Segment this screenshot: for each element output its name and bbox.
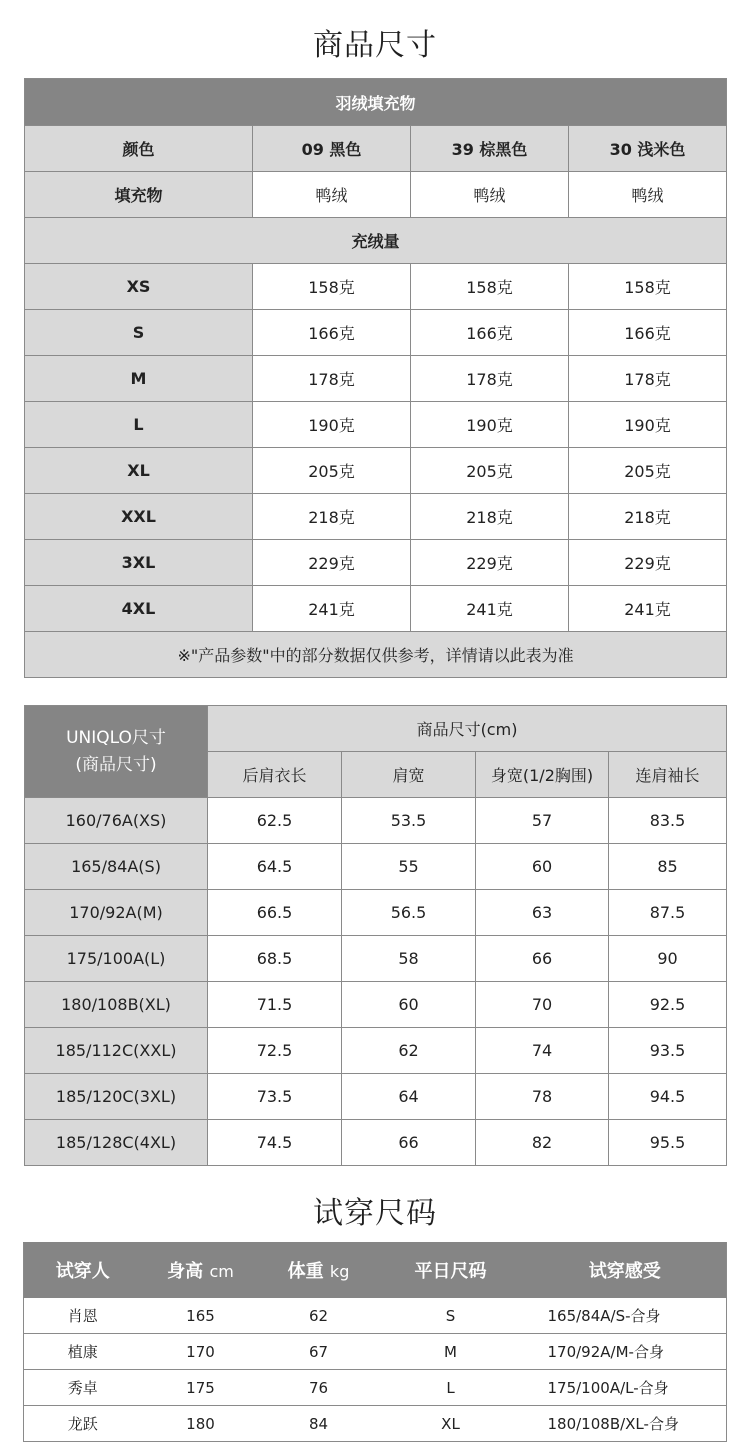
size-label: 185/112C(XXL) xyxy=(25,1028,208,1074)
measurement-cell: 72.5 xyxy=(208,1028,342,1074)
fill-cell: 鸭绒 xyxy=(253,172,411,218)
fill-cell: 鸭绒 xyxy=(411,172,569,218)
measurement-cell: 64.5 xyxy=(208,844,342,890)
fill-amount-cell: 205克 xyxy=(411,448,569,494)
tryon-header-person: 试穿人 xyxy=(24,1243,142,1298)
table-row xyxy=(25,1120,727,1166)
table-row xyxy=(24,1406,727,1442)
measurement-cell: 62 xyxy=(342,1028,476,1074)
tryon-name: 植康 xyxy=(24,1334,142,1370)
measurement-cell: 66 xyxy=(342,1120,476,1166)
column-header: 后肩衣长 xyxy=(208,752,342,798)
uniqlo-size-header-line2: (商品尺寸) xyxy=(75,754,157,775)
fill-amount-cell: 158克 xyxy=(411,264,569,310)
tryon-feel: 180/108B/XL-合身 xyxy=(524,1406,727,1442)
table-row xyxy=(25,1074,727,1120)
measurement-cell: 53.5 xyxy=(342,798,476,844)
color-cell: 09 黑色 xyxy=(253,126,411,172)
size-label: 160/76A(XS) xyxy=(25,798,208,844)
down-fill-table xyxy=(24,78,727,678)
tryon-feel: 175/100A/L-合身 xyxy=(524,1370,727,1406)
table-row xyxy=(25,936,727,982)
tryon-name: 龙跃 xyxy=(24,1406,142,1442)
fill-amount-cell: 158克 xyxy=(253,264,411,310)
fill-amount-cell: 218克 xyxy=(569,494,727,540)
measurement-cell: 58 xyxy=(342,936,476,982)
measurement-cell: 95.5 xyxy=(609,1120,727,1166)
fill-label: 填充物 xyxy=(25,172,253,218)
table-row xyxy=(25,586,727,632)
tryon-header-weight xyxy=(260,1243,378,1298)
fill-amount-header: 充绒量 xyxy=(25,218,727,264)
size-label: 175/100A(L) xyxy=(25,936,208,982)
height-label: 身高 xyxy=(167,1261,204,1282)
fill-amount-cell: 190克 xyxy=(411,402,569,448)
tryon-header-size: 平日尺码 xyxy=(378,1243,524,1298)
fill-amount-cell: 205克 xyxy=(253,448,411,494)
size-label: 185/120C(3XL) xyxy=(25,1074,208,1120)
fill-amount-cell: 241克 xyxy=(253,586,411,632)
measurement-cell: 74 xyxy=(476,1028,609,1074)
measurement-group-header: 商品尺寸(cm) xyxy=(208,706,727,752)
size-measurement-table xyxy=(24,705,727,1166)
fill-amount-cell: 241克 xyxy=(569,586,727,632)
table-row xyxy=(24,1298,727,1334)
tryon-size: M xyxy=(378,1334,524,1370)
column-header: 肩宽 xyxy=(342,752,476,798)
measurement-cell: 55 xyxy=(342,844,476,890)
size-label: M xyxy=(25,356,253,402)
measurement-cell: 66 xyxy=(476,936,609,982)
fill-amount-cell: 218克 xyxy=(411,494,569,540)
size-label: XL xyxy=(25,448,253,494)
table-row xyxy=(24,1370,727,1406)
fill-amount-cell: 229克 xyxy=(569,540,727,586)
column-header: 连肩袖长 xyxy=(609,752,727,798)
tryon-height: 170 xyxy=(142,1334,260,1370)
size-label: S xyxy=(25,310,253,356)
height-unit: cm xyxy=(209,1262,234,1281)
uniqlo-size-header xyxy=(25,706,208,798)
fill-amount-cell: 241克 xyxy=(411,586,569,632)
color-label: 颜色 xyxy=(25,126,253,172)
fill-amount-cell: 166克 xyxy=(253,310,411,356)
tryon-height: 165 xyxy=(142,1298,260,1334)
table-row xyxy=(25,264,727,310)
fill-amount-cell: 218克 xyxy=(253,494,411,540)
size-label: 180/108B(XL) xyxy=(25,982,208,1028)
weight-label: 体重 xyxy=(287,1261,324,1282)
fill-amount-cell: 229克 xyxy=(253,540,411,586)
size-label: 170/92A(M) xyxy=(25,890,208,936)
fill-amount-cell: 190克 xyxy=(569,402,727,448)
measurement-cell: 83.5 xyxy=(609,798,727,844)
measurement-cell: 57 xyxy=(476,798,609,844)
size-label: XXL xyxy=(25,494,253,540)
measurement-cell: 94.5 xyxy=(609,1074,727,1120)
tryon-header-feel: 试穿感受 xyxy=(524,1243,727,1298)
tryon-weight: 76 xyxy=(260,1370,378,1406)
measurement-cell: 68.5 xyxy=(208,936,342,982)
table-row xyxy=(24,1334,727,1370)
uniqlo-size-header-line1: UNIQLO尺寸 xyxy=(66,727,166,748)
table-row xyxy=(25,402,727,448)
tryon-feel: 170/92A/M-合身 xyxy=(524,1334,727,1370)
tryon-size: L xyxy=(378,1370,524,1406)
measurement-cell: 64 xyxy=(342,1074,476,1120)
tryon-weight: 84 xyxy=(260,1406,378,1442)
fill-amount-cell: 178克 xyxy=(569,356,727,402)
tryon-table xyxy=(23,1242,727,1442)
tryon-height: 175 xyxy=(142,1370,260,1406)
size-label: 185/128C(4XL) xyxy=(25,1120,208,1166)
fill-amount-cell: 229克 xyxy=(411,540,569,586)
size-label: XS xyxy=(25,264,253,310)
measurement-cell: 56.5 xyxy=(342,890,476,936)
measurement-cell: 63 xyxy=(476,890,609,936)
fill-cell: 鸭绒 xyxy=(569,172,727,218)
down-fill-header: 羽绒填充物 xyxy=(25,79,727,126)
table-row xyxy=(25,356,727,402)
tryon-height: 180 xyxy=(142,1406,260,1442)
measurement-cell: 60 xyxy=(476,844,609,890)
tryon-size: XL xyxy=(378,1406,524,1442)
measurement-cell: 60 xyxy=(342,982,476,1028)
color-cell: 39 棕黑色 xyxy=(411,126,569,172)
measurement-cell: 87.5 xyxy=(609,890,727,936)
fill-amount-cell: 190克 xyxy=(253,402,411,448)
tryon-feel: 165/84A/S-合身 xyxy=(524,1298,727,1334)
tryon-weight: 67 xyxy=(260,1334,378,1370)
weight-unit: kg xyxy=(329,1262,350,1281)
measurement-cell: 82 xyxy=(476,1120,609,1166)
size-label: 165/84A(S) xyxy=(25,844,208,890)
table-row xyxy=(25,1028,727,1074)
measurement-cell: 93.5 xyxy=(609,1028,727,1074)
tryon-name: 肖恩 xyxy=(24,1298,142,1334)
disclaimer-note: ※"产品参数"中的部分数据仅供参考，详情请以此表为准 xyxy=(25,632,727,678)
table-row xyxy=(25,982,727,1028)
size-label: L xyxy=(25,402,253,448)
page-title: 商品尺寸 xyxy=(313,28,437,63)
table-row xyxy=(25,798,727,844)
fill-amount-cell: 166克 xyxy=(569,310,727,356)
table-row xyxy=(25,890,727,936)
tryon-size: S xyxy=(378,1298,524,1334)
table-row xyxy=(25,844,727,890)
table-row xyxy=(25,494,727,540)
fill-amount-cell: 158克 xyxy=(569,264,727,310)
table-row xyxy=(25,310,727,356)
fill-amount-cell: 205克 xyxy=(569,448,727,494)
fill-amount-cell: 178克 xyxy=(411,356,569,402)
measurement-cell: 92.5 xyxy=(609,982,727,1028)
color-cell: 30 浅米色 xyxy=(569,126,727,172)
measurement-cell: 70 xyxy=(476,982,609,1028)
measurement-cell: 71.5 xyxy=(208,982,342,1028)
tryon-header-height xyxy=(142,1243,260,1298)
table-row xyxy=(25,448,727,494)
size-label: 3XL xyxy=(25,540,253,586)
column-header: 身宽(1/2胸围) xyxy=(476,752,609,798)
measurement-cell: 90 xyxy=(609,936,727,982)
tryon-name: 秀卓 xyxy=(24,1370,142,1406)
measurement-cell: 66.5 xyxy=(208,890,342,936)
size-label: 4XL xyxy=(25,586,253,632)
measurement-cell: 85 xyxy=(609,844,727,890)
measurement-cell: 62.5 xyxy=(208,798,342,844)
table-row xyxy=(25,540,727,586)
measurement-cell: 73.5 xyxy=(208,1074,342,1120)
measurement-cell: 78 xyxy=(476,1074,609,1120)
measurement-cell: 74.5 xyxy=(208,1120,342,1166)
fill-amount-cell: 166克 xyxy=(411,310,569,356)
fill-amount-cell: 178克 xyxy=(253,356,411,402)
tryon-title: 试穿尺码 xyxy=(313,1196,437,1231)
tryon-weight: 62 xyxy=(260,1298,378,1334)
